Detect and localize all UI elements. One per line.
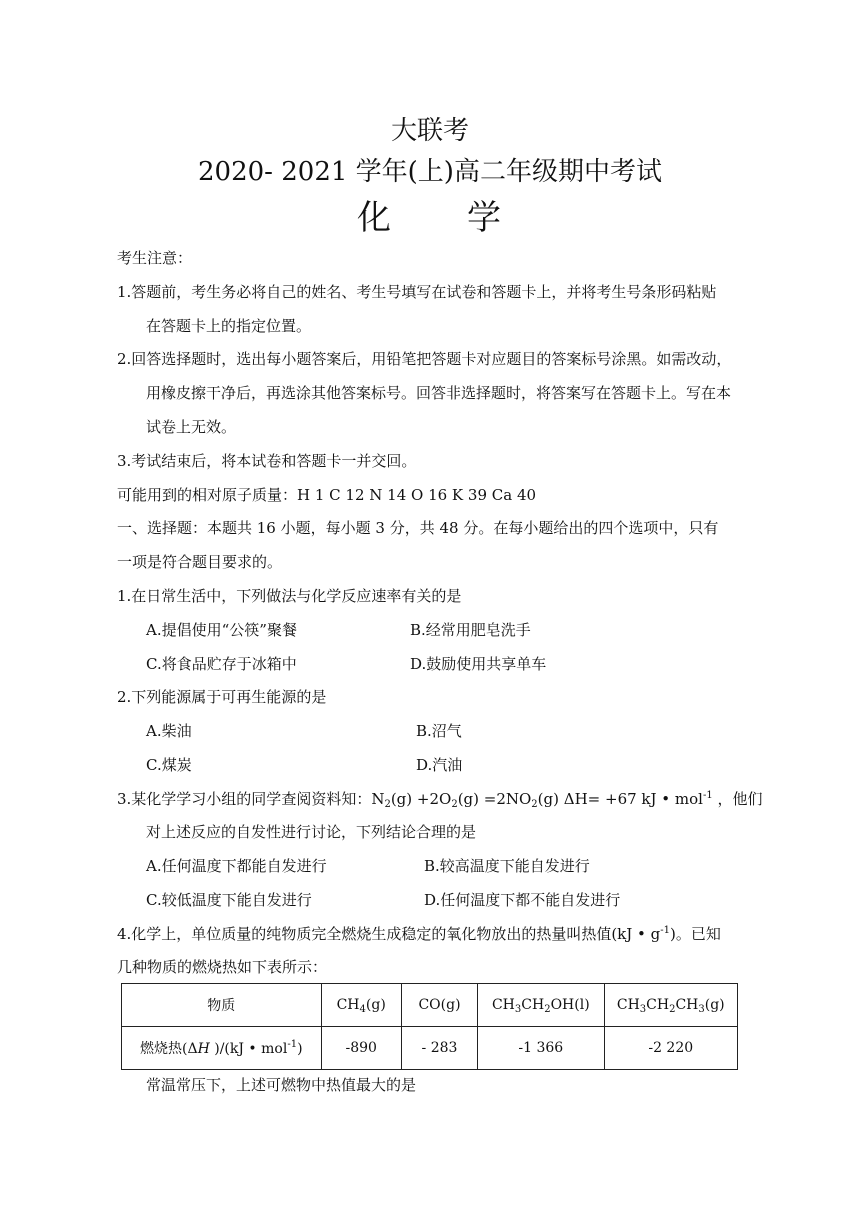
q3-sub: 2 — [384, 799, 391, 810]
question-1-option-d: D.鼓励使用共享单车 — [410, 655, 547, 673]
table-cell: - 283 — [401, 1027, 477, 1070]
notice-heading: 考生注意： — [117, 249, 193, 267]
q3-text: (g) =2NO — [457, 790, 532, 808]
formula-part: CH — [336, 997, 360, 1013]
question-2-option-a: A.柴油 — [146, 722, 192, 740]
question-1-option-b: B.经常用肥皂洗手 — [410, 621, 531, 639]
question-3-option-d: D.任何温度下都不能自发进行 — [424, 891, 621, 909]
formula-sub: 4 — [359, 1004, 366, 1015]
question-2-option-c: C.煤炭 — [146, 756, 192, 774]
question-4-stem-cont: 几种物质的燃烧热如下表所示： — [117, 958, 328, 976]
q3-text: (g) ΔH= +67 kJ • mol — [537, 790, 703, 808]
question-3-stem-cont: 对上述反应的自发性进行讨论，下列结论合理的是 — [146, 823, 477, 841]
notice-item-2: 2.回答选择题时，选出每小题答案后，用铅笔把答题卡对应题目的答案标号涂黑。如需改动， — [117, 350, 732, 368]
question-4-stem — [117, 925, 721, 943]
notice-item-1-cont: 在答题卡上的指定位置。 — [146, 317, 312, 335]
question-3-option-c: C.较低温度下能自发进行 — [146, 891, 312, 909]
table-header-row — [122, 984, 738, 1027]
formula-part: CH — [521, 997, 545, 1013]
q4-text: )。已知 — [670, 925, 721, 943]
formula-sub: 2 — [669, 1004, 676, 1015]
notice-item-2-cont1: 用橡皮擦干净后，再选涂其他答案标号。回答非选择题时，将答案写在答题卡上。写在本 — [146, 384, 732, 402]
question-1-stem: 1.在日常生活中，下列做法与化学反应速率有关的是 — [117, 587, 462, 605]
notice-item-2-cont2: 试卷上无效。 — [146, 418, 237, 436]
table-header-cell — [321, 984, 401, 1027]
notice-item-1: 1.答题前，考生务必将自己的姓名、考生号填写在试卷和答题卡上，并将考生号条形码粘贴 — [117, 283, 717, 301]
question-3-option-a: A.任何温度下都能自发进行 — [146, 857, 327, 875]
question-3-option-b: B.较高温度下能自发进行 — [424, 857, 590, 875]
q3-text: (g) +2O — [390, 790, 452, 808]
atomic-masses: 可能用到的相对原子质量：H 1 C 12 N 14 O 16 K 39 Ca 40 — [117, 486, 537, 504]
formula-sub: 3 — [639, 1004, 647, 1015]
formula-part: CH — [491, 997, 515, 1013]
label-sup: -1 — [287, 1039, 298, 1050]
q3-text: 3.某化学学习小组的同学查阅资料知：N — [117, 790, 385, 808]
question-3-stem — [117, 790, 763, 808]
section-1-intro: 一、选择题：本题共 16 小题，每小题 3 分，共 48 分。在每小题给出的四个选项中，只有 — [117, 519, 719, 537]
question-1-option-a: A.提倡使用“公筷”聚餐 — [146, 621, 297, 639]
question-2-option-b: B.沼气 — [416, 722, 462, 740]
table-header-cell: 物质 — [122, 984, 322, 1027]
table-header-cell — [478, 984, 604, 1027]
formula-part: CH — [675, 997, 699, 1013]
q4-text: 4.化学上，单位质量的纯物质完全燃烧生成稳定的氧化物放出的热量叫热值(kJ • g — [117, 925, 661, 943]
formula-sub: 3 — [698, 1004, 705, 1015]
combustion-heat-table — [121, 983, 738, 1070]
table-row — [122, 1027, 738, 1070]
label-part: ) — [297, 1041, 303, 1057]
question-1-option-c: C.将食品贮存于冰箱中 — [146, 655, 297, 673]
label-part: 燃烧热(Δ — [139, 1041, 198, 1057]
question-4-after-table: 常温常压下，上述可燃物中热值最大的是 — [146, 1076, 417, 1094]
table-cell: -890 — [321, 1027, 401, 1070]
formula-part: (g) — [365, 997, 386, 1013]
question-2-option-d: D.汽油 — [416, 756, 463, 774]
subject-title — [0, 198, 860, 238]
notice-item-3: 3.考试结束后，将本试卷和答题卡一并交回。 — [117, 452, 417, 470]
label-part: )/(kJ • mol — [209, 1041, 288, 1057]
q3-sup: -1 — [702, 790, 713, 801]
subject-char-1: 化 — [357, 198, 393, 238]
section-1-intro-cont: 一项是符合题目要求的。 — [117, 553, 283, 571]
table-header-cell: CO(g) — [401, 984, 477, 1027]
org-title: 大联考 — [390, 116, 469, 146]
table-cell: -2 220 — [604, 1027, 737, 1070]
table-cell: -1 366 — [478, 1027, 604, 1070]
formula-sub: 3 — [514, 1004, 522, 1015]
formula-part: OH(l) — [550, 997, 590, 1013]
label-part: H — [197, 1041, 210, 1057]
table-header-cell — [604, 984, 737, 1027]
subject-char-2: 学 — [467, 198, 503, 238]
table-row-label — [122, 1027, 322, 1070]
exam-title: 2020- 2021 学年(上)高二年级期中考试 — [198, 157, 662, 187]
q3-sub: 2 — [531, 799, 538, 810]
q3-sub: 2 — [451, 799, 458, 810]
q4-sup: -1 — [660, 925, 671, 936]
formula-part: (g) — [704, 997, 725, 1013]
formula-sub: 2 — [544, 1004, 551, 1015]
formula-part: CH — [616, 997, 640, 1013]
question-2-stem: 2.下列能源属于可再生能源的是 — [117, 688, 327, 706]
formula-part: CH — [646, 997, 670, 1013]
q3-text: ，他们 — [712, 790, 763, 808]
